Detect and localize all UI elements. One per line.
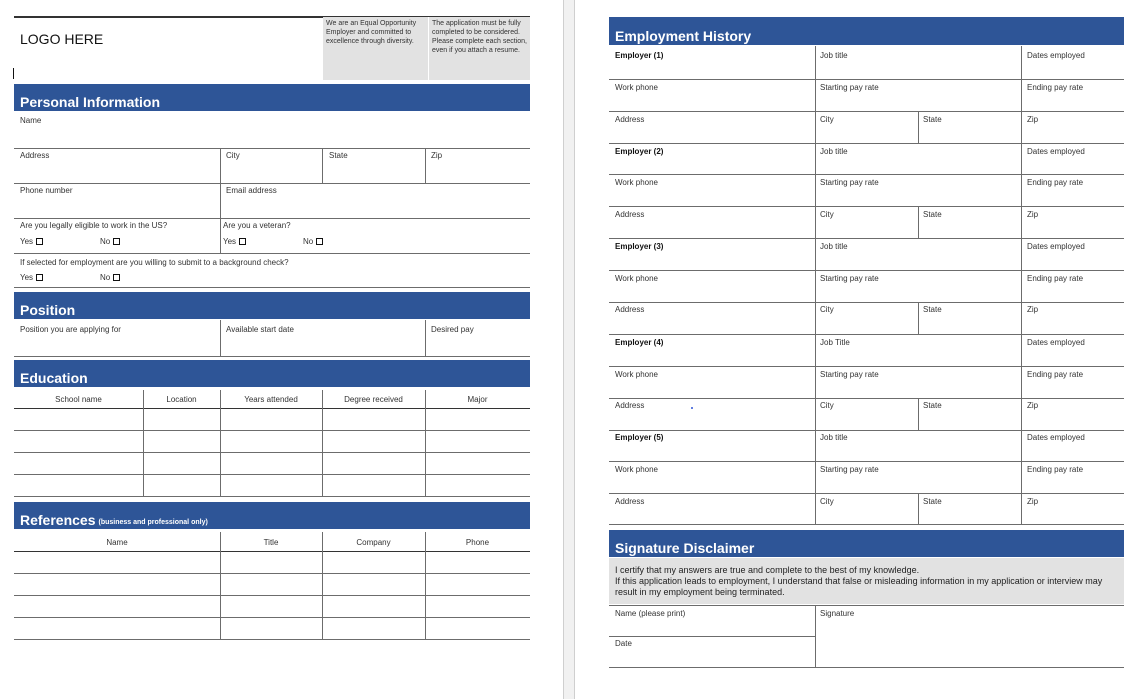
disclaimer-line-1: I certify that my answers are true and complete to the best of my knowledge. <box>615 565 920 575</box>
veteran-yes-checkbox[interactable] <box>239 238 246 245</box>
yes-label: Yes <box>20 237 34 246</box>
section-references <box>14 502 530 529</box>
disclaimer-line-2: If this application leads to employment, I understand that false or misleading information in my application or interview may result in my employment being terminated. <box>615 576 1103 597</box>
rule <box>322 390 323 496</box>
work-phone-label: Work phone <box>615 465 658 474</box>
city-label: City <box>820 305 834 314</box>
text-cursor <box>13 68 14 79</box>
veteran-question: Are you a veteran? <box>223 221 291 230</box>
rule <box>14 496 530 497</box>
ref-col-name: Name <box>106 538 128 547</box>
address-label: Address <box>615 210 645 219</box>
eligible-yes-checkbox[interactable] <box>36 238 43 245</box>
state-label: State <box>923 115 942 124</box>
background-question: If selected for employment are you willing to submit to a background check? <box>20 258 289 267</box>
background-yes-checkbox[interactable] <box>36 274 43 281</box>
state-label: State <box>923 497 942 506</box>
rule <box>609 605 1124 606</box>
rule <box>425 532 426 639</box>
rule <box>815 430 816 524</box>
address-label: Address <box>615 305 645 314</box>
start-pay-label: Starting pay rate <box>820 274 879 283</box>
rule <box>14 430 530 431</box>
rule <box>609 667 1124 668</box>
start-date-label: Available start date <box>226 325 294 334</box>
name-label: Name <box>20 116 42 125</box>
eligible-no-option[interactable] <box>100 237 120 246</box>
start-pay-label: Starting pay rate <box>820 83 879 92</box>
rule <box>220 390 221 496</box>
rule <box>322 148 323 183</box>
work-phone-label: Work phone <box>615 83 658 92</box>
section-education: Education <box>14 360 530 387</box>
rule <box>815 238 816 334</box>
background-no-option[interactable] <box>100 273 120 282</box>
references-subtitle: (business and professional only) <box>98 519 208 526</box>
rule <box>609 206 1124 207</box>
dates-label: Dates employed <box>1027 242 1085 251</box>
rule <box>815 143 816 238</box>
edu-col-degree: Degree received <box>344 395 403 404</box>
employer-label: Employer (1) <box>615 51 664 60</box>
rule <box>609 270 1124 271</box>
page-right <box>575 0 1140 699</box>
rule <box>609 238 1124 239</box>
rule <box>14 287 530 288</box>
rule <box>220 218 221 253</box>
rule <box>1021 334 1022 430</box>
edu-col-location: Location <box>166 395 197 404</box>
end-pay-label: Ending pay rate <box>1027 465 1084 474</box>
address-label: Address <box>615 115 645 124</box>
section-personal-information: Personal Information <box>14 84 530 111</box>
rule <box>220 320 221 356</box>
veteran-no-option[interactable] <box>303 237 323 246</box>
rule <box>918 111 919 143</box>
zip-label: Zip <box>1027 210 1039 219</box>
section-signature-disclaimer: Signature Disclaimer <box>609 530 1124 557</box>
dates-label: Dates employed <box>1027 338 1085 347</box>
rule <box>14 474 530 475</box>
rule <box>14 573 530 574</box>
rule <box>220 183 221 218</box>
rule <box>14 356 530 357</box>
state-label: State <box>329 151 348 160</box>
start-pay-label: Starting pay rate <box>820 370 879 379</box>
dates-label: Dates employed <box>1027 433 1085 442</box>
rule <box>14 551 530 552</box>
city-label: City <box>820 497 834 506</box>
rule <box>14 218 530 219</box>
rule <box>425 320 426 356</box>
page-gap <box>563 0 575 699</box>
date-label: Date <box>615 639 632 648</box>
rule <box>609 302 1124 303</box>
state-label: State <box>923 305 942 314</box>
veteran-no-checkbox[interactable] <box>316 238 323 245</box>
rule <box>425 148 426 183</box>
yes-label: Yes <box>20 273 34 282</box>
zip-label: Zip <box>431 151 443 160</box>
rule <box>14 148 530 149</box>
rule <box>815 46 816 143</box>
zip-label: Zip <box>1027 497 1039 506</box>
rule <box>918 398 919 430</box>
employer-label: Employer (5) <box>615 433 664 442</box>
rule <box>1021 238 1022 334</box>
no-label: No <box>303 237 314 246</box>
rule <box>143 390 144 496</box>
rule <box>609 461 1124 462</box>
eligible-question: Are you legally eligible to work in the US? <box>20 221 168 230</box>
complete-note: The application must be fully completed to be considered. Please complete each section, even if you attach a resume. <box>432 20 527 54</box>
zip-label: Zip <box>1027 401 1039 410</box>
job-title-label: Job title <box>820 51 848 60</box>
page-left <box>0 0 563 699</box>
eligible-yes-option[interactable] <box>20 237 43 246</box>
ref-col-company: Company <box>356 538 391 547</box>
background-yes-option[interactable] <box>20 273 43 282</box>
stray-mark <box>691 407 693 409</box>
rule <box>14 408 530 409</box>
references-title: References <box>20 512 96 528</box>
rule <box>1021 430 1022 524</box>
rule <box>609 111 1124 112</box>
job-title-label: Job title <box>820 242 848 251</box>
work-phone-label: Work phone <box>615 370 658 379</box>
address-label: Address <box>20 151 50 160</box>
rule <box>1021 46 1022 143</box>
eligible-no-checkbox[interactable] <box>113 238 120 245</box>
logo-text: LOGO HERE <box>20 31 104 47</box>
rule <box>609 334 1124 335</box>
employer-label: Employer (3) <box>615 242 664 251</box>
work-phone-label: Work phone <box>615 274 658 283</box>
ref-col-title: Title <box>263 538 279 547</box>
rule <box>220 532 221 639</box>
signature-label: Signature <box>820 609 855 618</box>
rule <box>14 639 530 640</box>
start-pay-label: Starting pay rate <box>820 465 879 474</box>
city-label: City <box>226 151 240 160</box>
state-label: State <box>923 210 942 219</box>
rule <box>14 253 530 254</box>
city-label: City <box>820 115 834 124</box>
start-pay-label: Starting pay rate <box>820 178 879 187</box>
zip-label: Zip <box>1027 115 1039 124</box>
edu-col-years: Years attended <box>244 395 298 404</box>
city-label: City <box>820 401 834 410</box>
rule <box>918 206 919 238</box>
end-pay-label: Ending pay rate <box>1027 83 1084 92</box>
rule <box>609 636 815 637</box>
edu-col-major: Major <box>467 395 488 404</box>
phone-label: Phone number <box>20 186 73 195</box>
rule <box>609 174 1124 175</box>
rule <box>815 334 816 430</box>
work-phone-label: Work phone <box>615 178 658 187</box>
state-label: State <box>923 401 942 410</box>
end-pay-label: Ending pay rate <box>1027 370 1084 379</box>
rule <box>609 398 1124 399</box>
rule <box>220 148 221 183</box>
rule <box>815 605 816 667</box>
header-note-divider <box>428 17 429 80</box>
address-label: Address <box>615 497 645 506</box>
rule <box>14 617 530 618</box>
rule <box>609 430 1124 431</box>
name-print-label: Name (please print) <box>615 609 686 618</box>
job-title-label: Job title <box>820 147 848 156</box>
address-label: Address <box>615 401 645 410</box>
email-label: Email address <box>226 186 277 195</box>
job-title-label: Job Title <box>820 338 850 347</box>
rule <box>918 302 919 334</box>
rule <box>609 366 1124 367</box>
desired-pay-label: Desired pay <box>431 325 474 334</box>
veteran-yes-option[interactable] <box>223 237 246 246</box>
zip-label: Zip <box>1027 305 1039 314</box>
eeo-note: We are an Equal Opportunity Employer and committed to excellence through diversity. <box>326 20 417 45</box>
section-position: Position <box>14 292 530 319</box>
rule <box>609 79 1124 80</box>
end-pay-label: Ending pay rate <box>1027 274 1084 283</box>
section-employment-history: Employment History <box>609 17 1124 45</box>
edu-col-school: School name <box>55 395 102 404</box>
rule <box>425 390 426 496</box>
no-label: No <box>100 237 111 246</box>
rule <box>609 524 1124 525</box>
rule <box>14 595 530 596</box>
dates-label: Dates employed <box>1027 147 1085 156</box>
end-pay-label: Ending pay rate <box>1027 178 1084 187</box>
background-no-checkbox[interactable] <box>113 274 120 281</box>
dates-label: Dates employed <box>1027 51 1085 60</box>
yes-label: Yes <box>223 237 237 246</box>
applying-for-label: Position you are applying for <box>20 325 121 334</box>
rule <box>609 493 1124 494</box>
rule <box>322 532 323 639</box>
employer-label: Employer (4) <box>615 338 664 347</box>
rule <box>918 493 919 524</box>
rule <box>14 183 530 184</box>
employer-label: Employer (2) <box>615 147 664 156</box>
job-title-label: Job title <box>820 433 848 442</box>
city-label: City <box>820 210 834 219</box>
rule <box>14 452 530 453</box>
rule <box>609 143 1124 144</box>
ref-col-phone: Phone <box>465 538 490 547</box>
rule <box>1021 143 1022 238</box>
no-label: No <box>100 273 111 282</box>
